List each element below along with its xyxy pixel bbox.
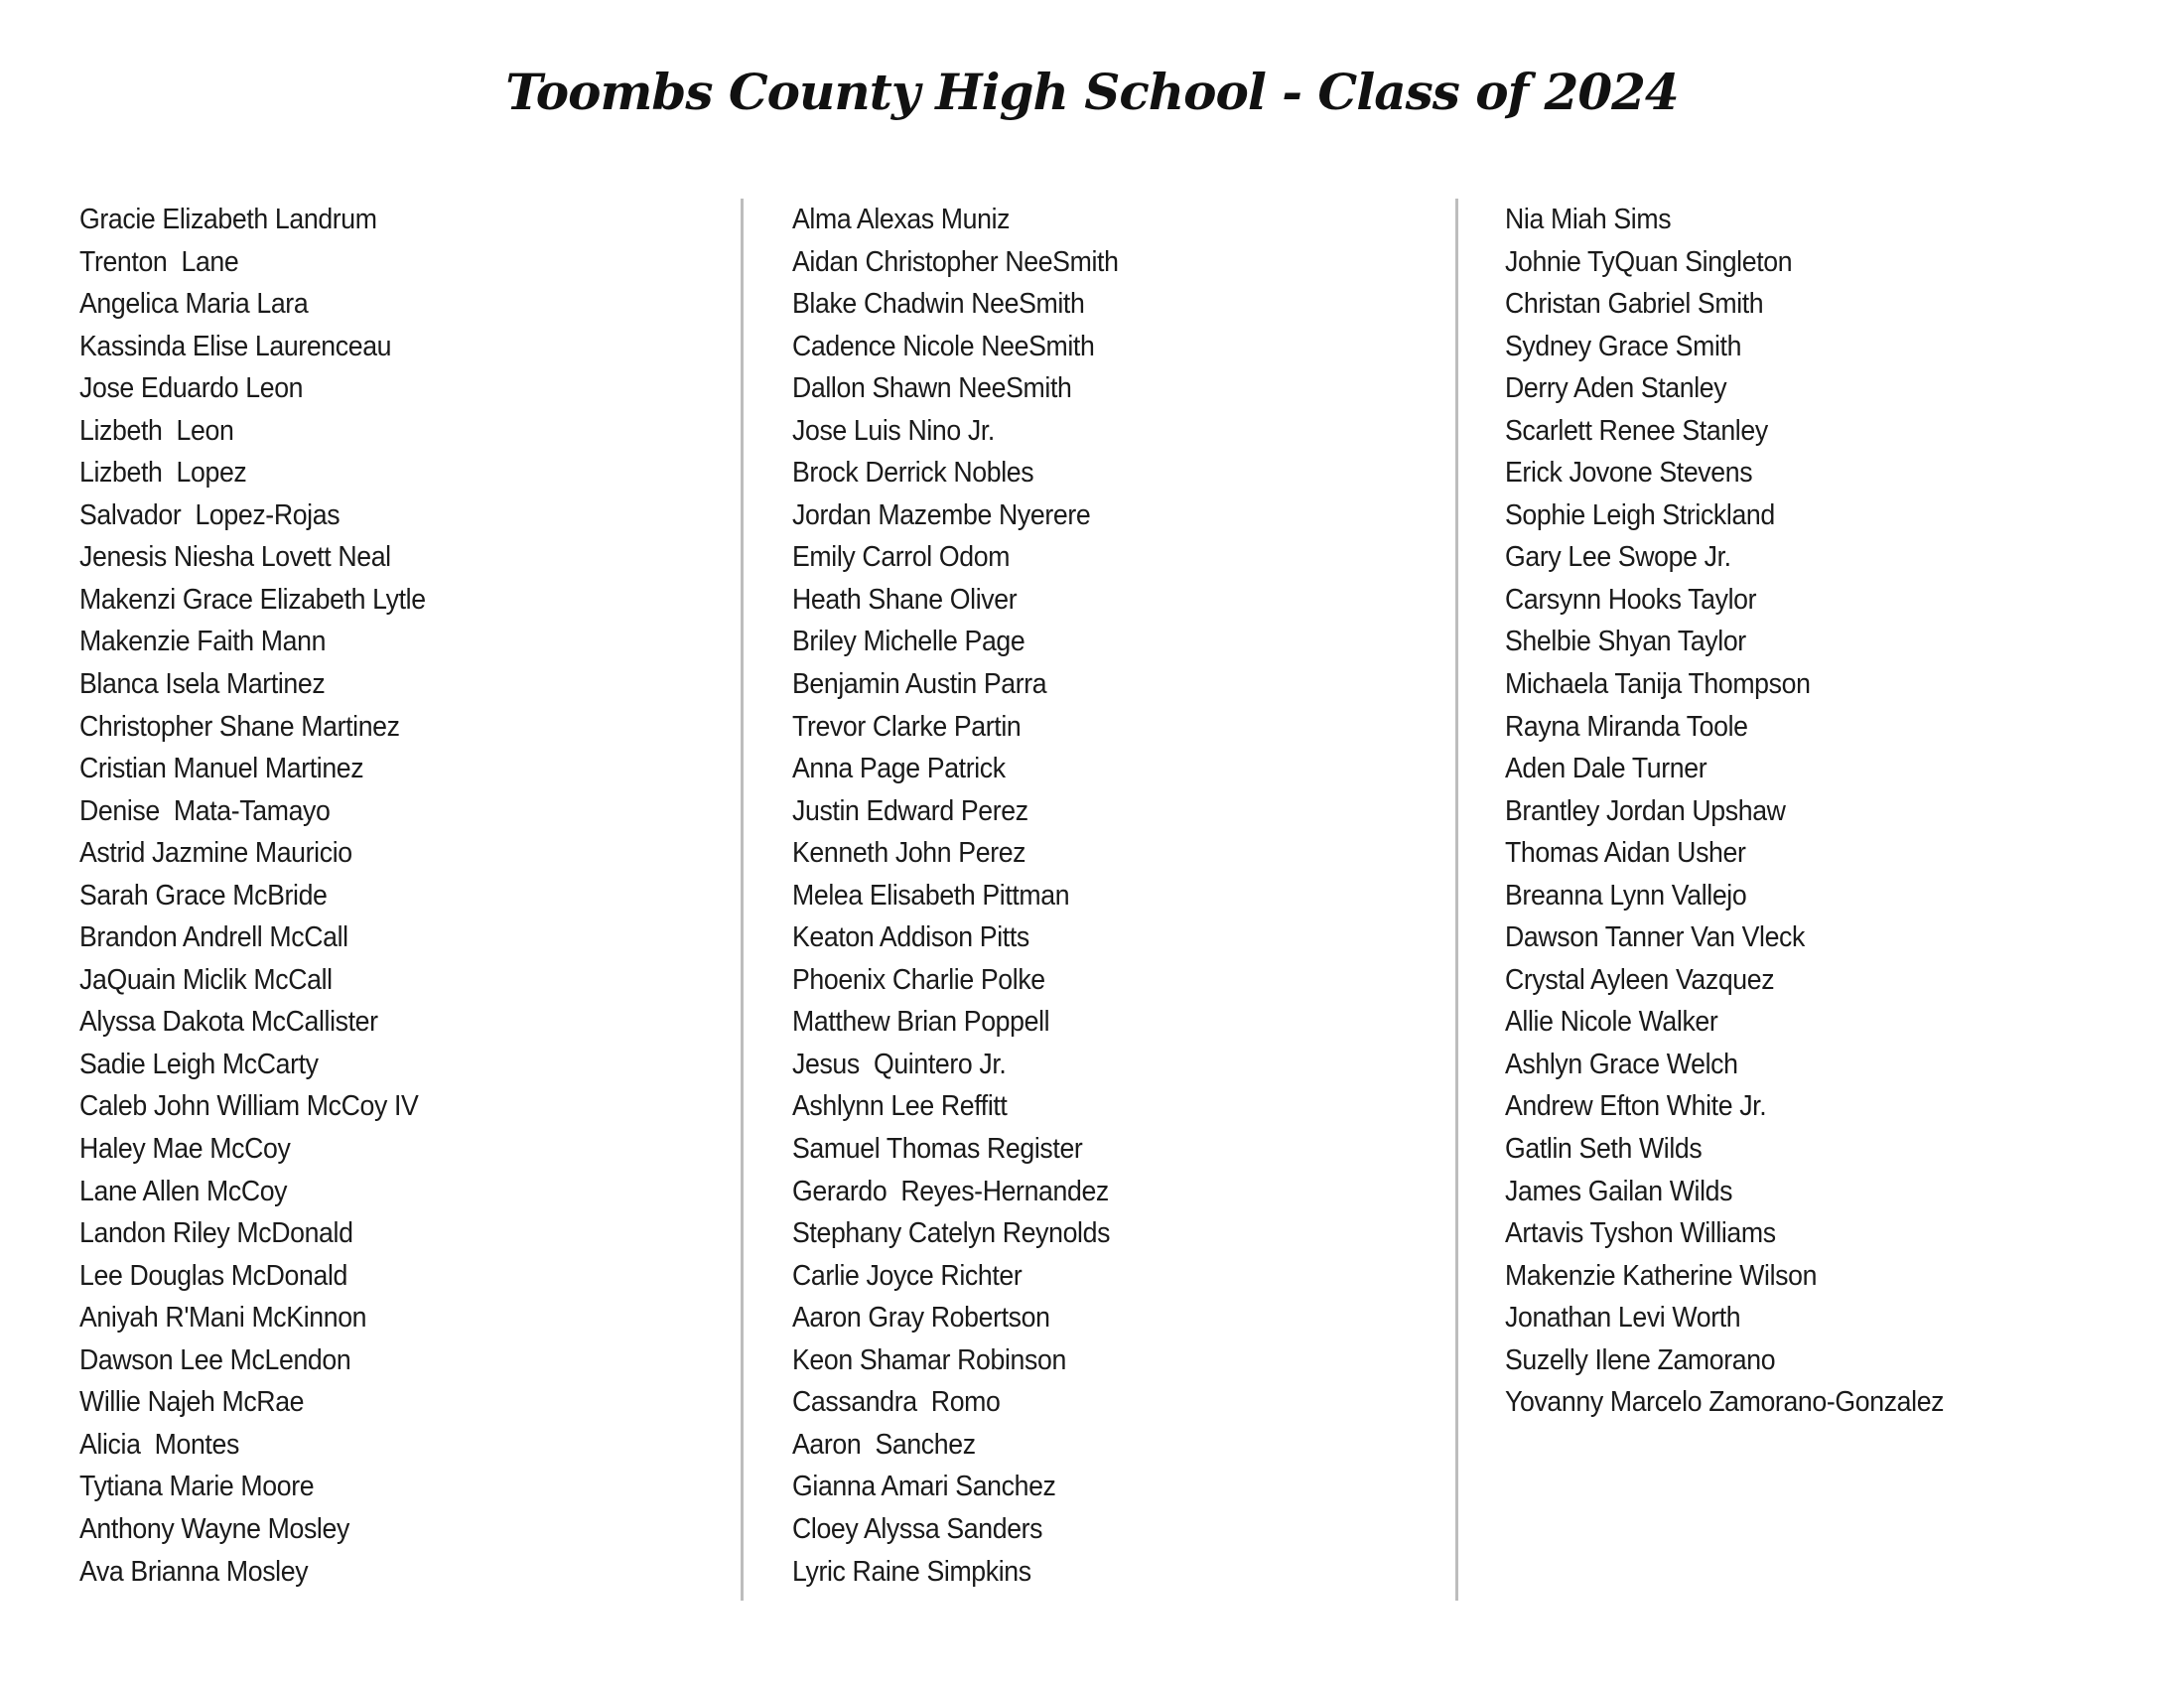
graduate-name: Johnie TyQuan Singleton: [1505, 245, 1793, 278]
graduate-name: Nia Miah Sims: [1505, 204, 1672, 235]
graduate-name: Lizbeth Leon: [79, 414, 234, 447]
graduate-name: Andrew Efton White Jr.: [1505, 1090, 1767, 1123]
graduate-name: Scarlett Renee Stanley: [1505, 414, 1768, 447]
graduate-name: Alma Alexas Muniz: [792, 204, 1011, 235]
graduate-name: Gracie Elizabeth Landrum: [79, 204, 377, 235]
graduate-name: Makenzie Katherine Wilson: [1505, 1259, 1818, 1292]
graduate-name: Ava Brianna Mosley: [79, 1555, 309, 1588]
graduate-name: Aniyah R'Mani McKinnon: [79, 1302, 367, 1335]
graduate-name: Cloey Alyssa Sanders: [792, 1512, 1043, 1545]
graduate-name: Lizbeth Lopez: [79, 457, 247, 490]
graduate-name: Cassandra Romo: [792, 1386, 1001, 1419]
graduate-name: Gary Lee Swope Jr.: [1505, 541, 1731, 574]
graduate-name: Breanna Lynn Vallejo: [1505, 879, 1747, 912]
graduate-name: Dallon Shawn NeeSmith: [792, 372, 1072, 405]
graduate-name: Haley Mae McCoy: [79, 1133, 291, 1166]
graduate-name: Justin Edward Perez: [792, 794, 1028, 827]
graduate-name: Dawson Tanner Van Vleck: [1505, 921, 1806, 954]
page-title: Toombs County High School - Class of 2024: [505, 63, 1679, 121]
graduate-name: Rayna Miranda Toole: [1505, 710, 1748, 743]
graduate-name: Cadence Nicole NeeSmith: [792, 330, 1095, 362]
name-column-1: [79, 199, 754, 1593]
graduate-name: Alicia Montes: [79, 1428, 239, 1461]
graduate-name: Carsynn Hooks Taylor: [1505, 583, 1757, 616]
graduate-name: Thomas Aidan Usher: [1505, 837, 1746, 870]
name-column-3: [1505, 199, 2180, 1424]
graduate-name: Anna Page Patrick: [792, 753, 1006, 785]
graduate-name: Suzelly Ilene Zamorano: [1505, 1343, 1776, 1376]
graduate-name: Shelbie Shyan Taylor: [1505, 626, 1746, 658]
graduate-name: Samuel Thomas Register: [792, 1133, 1083, 1166]
graduate-name: JaQuain Miclik McCall: [79, 963, 333, 996]
graduate-name: Heath Shane Oliver: [792, 583, 1018, 616]
graduate-name: Ashlyn Grace Welch: [1505, 1048, 1738, 1080]
graduate-name: Keon Shamar Robinson: [792, 1343, 1066, 1376]
graduate-name: Jordan Mazembe Nyerere: [792, 498, 1091, 531]
graduate-name: Lee Douglas McDonald: [79, 1259, 347, 1292]
graduate-name: Makenzie Faith Mann: [79, 626, 327, 658]
graduate-name: Blake Chadwin NeeSmith: [792, 288, 1085, 321]
graduate-name: Dawson Lee McLendon: [79, 1343, 351, 1376]
graduate-name: Briley Michelle Page: [792, 626, 1025, 658]
graduate-name: Brock Derrick Nobles: [792, 457, 1034, 490]
graduate-name: Brandon Andrell McCall: [79, 921, 348, 954]
graduate-name: Astrid Jazmine Mauricio: [79, 837, 352, 870]
graduate-name: Landon Riley McDonald: [79, 1217, 353, 1250]
graduate-name: Lane Allen McCoy: [79, 1175, 288, 1207]
graduate-name: Christopher Shane Martinez: [79, 710, 400, 743]
graduate-name: Melea Elisabeth Pittman: [792, 879, 1070, 912]
graduate-name: Aaron Gray Robertson: [792, 1302, 1050, 1335]
graduate-name: Makenzi Grace Elizabeth Lytle: [79, 583, 426, 616]
graduate-name: Gatlin Seth Wilds: [1505, 1133, 1703, 1166]
graduate-name: Jonathan Levi Worth: [1505, 1302, 1741, 1335]
graduate-name: Keaton Addison Pitts: [792, 921, 1029, 954]
graduate-name: Jose Luis Nino Jr.: [792, 414, 995, 447]
graduate-name: Brantley Jordan Upshaw: [1505, 794, 1786, 827]
graduate-name: Aidan Christopher NeeSmith: [792, 245, 1119, 278]
column-divider: [741, 199, 744, 1601]
graduate-name: Ashlynn Lee Reffitt: [792, 1090, 1008, 1123]
graduate-name: Denise Mata-Tamayo: [79, 794, 331, 827]
graduate-name: Derry Aden Stanley: [1505, 372, 1727, 405]
graduate-name: Anthony Wayne Mosley: [79, 1512, 349, 1545]
graduate-name: Alyssa Dakota McCallister: [79, 1006, 378, 1039]
graduate-name: Phoenix Charlie Polke: [792, 963, 1045, 996]
graduate-name: Emily Carrol Odom: [792, 541, 1011, 574]
graduate-name: Sarah Grace McBride: [79, 879, 328, 912]
graduate-name: James Gailan Wilds: [1505, 1175, 1733, 1207]
graduate-name: Cristian Manuel Martinez: [79, 753, 364, 785]
graduate-name: Benjamin Austin Parra: [792, 668, 1047, 701]
graduate-name: Kassinda Elise Laurenceau: [79, 330, 392, 362]
graduate-name: Michaela Tanija Thompson: [1505, 668, 1811, 701]
graduate-name: Gianna Amari Sanchez: [792, 1471, 1056, 1503]
graduate-name: Salvador Lopez-Rojas: [79, 498, 341, 531]
graduate-name: Gerardo Reyes-Hernandez: [792, 1175, 1109, 1207]
graduate-name: Kenneth John Perez: [792, 837, 1026, 870]
graduate-name: Sadie Leigh McCarty: [79, 1048, 319, 1080]
graduate-name: Jose Eduardo Leon: [79, 372, 304, 405]
graduate-name: Trenton Lane: [79, 245, 239, 278]
column-divider: [1455, 199, 1458, 1601]
graduate-name: Jenesis Niesha Lovett Neal: [79, 541, 391, 574]
graduate-name: Sydney Grace Smith: [1505, 330, 1742, 362]
graduate-name: Matthew Brian Poppell: [792, 1006, 1050, 1039]
graduate-name: Aaron Sanchez: [792, 1428, 976, 1461]
graduate-name: Jesus Quintero Jr.: [792, 1048, 1007, 1080]
graduate-name: Angelica Maria Lara: [79, 288, 309, 321]
graduate-name: Tytiana Marie Moore: [79, 1471, 315, 1503]
graduate-name: Stephany Catelyn Reynolds: [792, 1217, 1111, 1250]
name-column-2: [792, 199, 1467, 1593]
graduate-name: Sophie Leigh Strickland: [1505, 498, 1775, 531]
graduate-name: Willie Najeh McRae: [79, 1386, 305, 1419]
graduate-name: Trevor Clarke Partin: [792, 710, 1022, 743]
graduate-name: Christan Gabriel Smith: [1505, 288, 1764, 321]
graduate-name: Caleb John William McCoy IV: [79, 1090, 419, 1123]
graduate-name: Blanca Isela Martinez: [79, 668, 326, 701]
graduate-name: Aden Dale Turner: [1505, 753, 1707, 785]
graduate-name: Artavis Tyshon Williams: [1505, 1217, 1776, 1250]
graduate-name: Allie Nicole Walker: [1505, 1006, 1718, 1039]
graduate-name: Lyric Raine Simpkins: [792, 1555, 1031, 1588]
graduate-name: Erick Jovone Stevens: [1505, 457, 1753, 490]
graduate-name: Crystal Ayleen Vazquez: [1505, 963, 1775, 996]
graduate-name: Carlie Joyce Richter: [792, 1259, 1023, 1292]
graduate-name: Yovanny Marcelo Zamorano-Gonzalez: [1505, 1386, 1945, 1419]
